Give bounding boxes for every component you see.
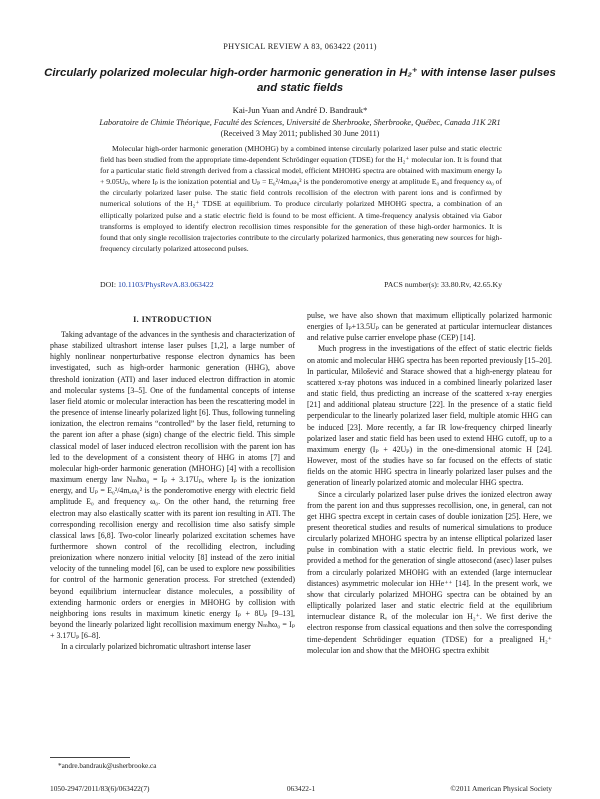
footer-issn: 1050-2947/2011/83(6)/063422(7)	[50, 784, 150, 793]
paper-title: Circularly polarized molecular high-order harmonic generation in H₂⁺ with intense laser pulses and static fields	[44, 67, 556, 94]
intro-paragraph-2: In a circularly polarized bichromatic ultrashort intense laser	[61, 642, 251, 652]
journal-header: PHYSICAL REVIEW A 83, 063422 (2011)	[223, 42, 377, 51]
abstract: Molecular high-order harmonic generation (MHOHG) by a combined intense circularly polarized laser pulse and static electric field has been studied from the appropriate time-dependent Schrödinger equation (TDSE) for the H₂⁺ molecular ion. It is found that for a particular static field strength derived from a classical model, efficient MHOHG spectra are obtained with maximum energy Iₚ + 9.05Uₚ, where Iₚ is the ionization potential and Uₚ = E₀²/4mₑω₀² is the ponderomotive energy at amplitude E₀ and frequency ω₀ of the circularly polarized laser pulse. The static field controls recollision of the electron with parent ions and is confirmed by numerical solutions of the H₂⁺ TDSE at equilibrium. To produce circularly polarized MHOHG spectra, a combination of an elliptically polarized pulse and a static electric field is found to be most efficient. A time-frequency analysis obtained via Gabor transforms is employed to identify electron recollision times responsible for the generation of these high-order harmonics. It is found that only single recollision trajectories contribute to the circularly polarized harmonics, thus generating new sources for high-frequency circularly polarized attosecond pulses.	[100, 144, 502, 253]
doi-link[interactable]: 10.1103/PhysRevA.83.063422	[117, 280, 214, 289]
pacs-numbers: PACS number(s): 33.80.Rv, 42.65.Ky	[384, 280, 502, 289]
doi-line	[100, 280, 502, 289]
affiliation: Laboratoire de Chimie Théorique, Faculté des Sciences, Université de Sherbrooke, Sherbrooke, Québec, Canada J1K 2R1	[99, 118, 501, 127]
footer-copyright: ©2011 American Physical Society	[450, 784, 552, 793]
intro-paragraph-3: Much progress in the investigations of the effect of static electric fields on atomic and molecular HHG spectra has been reported previously [15–20]. In particular, Milošević and Starace showed that a high-energy plateau for scattered x-ray photons was induced in a combined linearly polarized laser and static field, thus predicting an increase of the scattered x-ray energies [21] and additional plateau structure [22]. In the presence of a static field perpendicular to the linearly polarized laser field, multiple atomic HHG can be induced [23]. More recently, a far IR low-frequency chirped linearly polarized laser and static field has been used to extend HHG cutoff, up to a maximum energy (Iₚ + 42Uₚ) in the one-dimensional atomic H [24]. However, most of the studies have so far focused on the effects of static fields on the atomic HHG spectra in linearly polarized laser pulses and the generation of linearly polarized atomic and molecular HHG spectra.	[307, 344, 552, 488]
doi-label: DOI:	[100, 280, 117, 289]
left-column	[50, 329, 295, 653]
footnote-divider	[50, 757, 130, 758]
right-column	[307, 310, 552, 656]
author-list: Kai-Jun Yuan and André D. Bandrauk*	[232, 105, 368, 115]
intro-paragraph-2-cont: pulse, we have also shown that maximum elliptically polarized harmonic energies of Iₚ+13.5Uₚ can be generated at particular internuclear distances and relative pulse carrier envelope phase (CEP) [14].	[307, 311, 552, 343]
intro-paragraph-1: Taking advantage of the advances in the synthesis and characterization of phase stabilized ultrashort intense laser pulses [1,2], a large number of highly nonlinear nonperturbative response electron dynamics has been investigated, such as high-order harmonic generation (HHG), above threshold ionization (ATI) and laser induced electron diffraction in atomic and molecular systems [3–5]. One of the fundamental concepts of intense laser field atomic or molecular interaction has been the rescattering model in the presence of intense linearly polarized light [6]. Thus, following tunneling ionization, the electron remains “controlled” by the laser field, returning to the parent ion after a phase (sign) change of the electric field. This simple classical model of laser induced electron recollision with the parent ion has led to the development of a consistent theory of HHG in atoms [7] and molecular high-order harmonic generation (MHOHG) [4] with a recollision maximum energy law Nₘħω₀ = Iₚ + 3.17Uₚ, where Iₚ is the ionization energy, and Uₚ = E₀²/4mₑω₀² is the ponderomotive energy with electric field amplitude E₀ and frequency ω₀. On the other hand, the returning free electron may also elastically scatter with its parent ion resulting in ATI. The corresponding recollision energy and recollision time also satisfy simple classical laws [6,8]. Two-color linearly polarized excitation schemes have furthermore shown control of the recolliding electron, including preionization where nonzero initial velocity [8] instead of the zero initial velocity of the tunneling model [6], can be used to explore new possibilities for control of the harmonic generation process. For stretched (extended) beyond equilibrium internuclear distance molecules, a possibility of extending harmonic orders or energies in MHOHG by collision with neighboring ions results in maximum kinetic energy Iₚ + 8Uₚ [9–13], beyond the linearly polarized light recollision maximum energy Nₘħω₀ = Iₚ + 3.17Uₚ [6–8].	[50, 330, 295, 641]
footer-page-number: 063422-1	[286, 784, 316, 793]
received-dates: (Received 3 May 2011; published 30 June 2011)	[220, 129, 380, 138]
intro-paragraph-4: Since a circularly polarized laser pulse drives the ionized electron away from the parent ion and thus suppresses recollision, one, in general, can not get HHG spectra except in certain cases of double ionization [25]. Here, we present theoretical studies and results of numerical simulations to produce circularly polarized MHOHG spectra by an intense elliptical polarized laser pulse in combination with a static electric field. In previous work, we provided a method for the generation of single attosecond (asec) laser pulses from a circularly polarized MHOHG with an extended (large internuclear distances) asymmetric molecular ion HHe⁺⁺ [14]. In the present work, we show that circularly polarized MHOHG spectra can be obtained by an elliptically polarized laser and static electric field at the equilibrium internuclear distance Rₑ of the molecular ion H₂⁺. We first derive the electron response from classical equations and then solve the corresponding time-dependent Schrödinger equation (TDSE) for a prealigned H₂⁺ molecular ion and show that the MHOHG spectra exhibit	[307, 489, 552, 655]
corresponding-author-email[interactable]: *andre.bandrauk@usherbrooke.ca	[58, 762, 157, 770]
section-heading-introduction: I. INTRODUCTION	[133, 315, 212, 324]
